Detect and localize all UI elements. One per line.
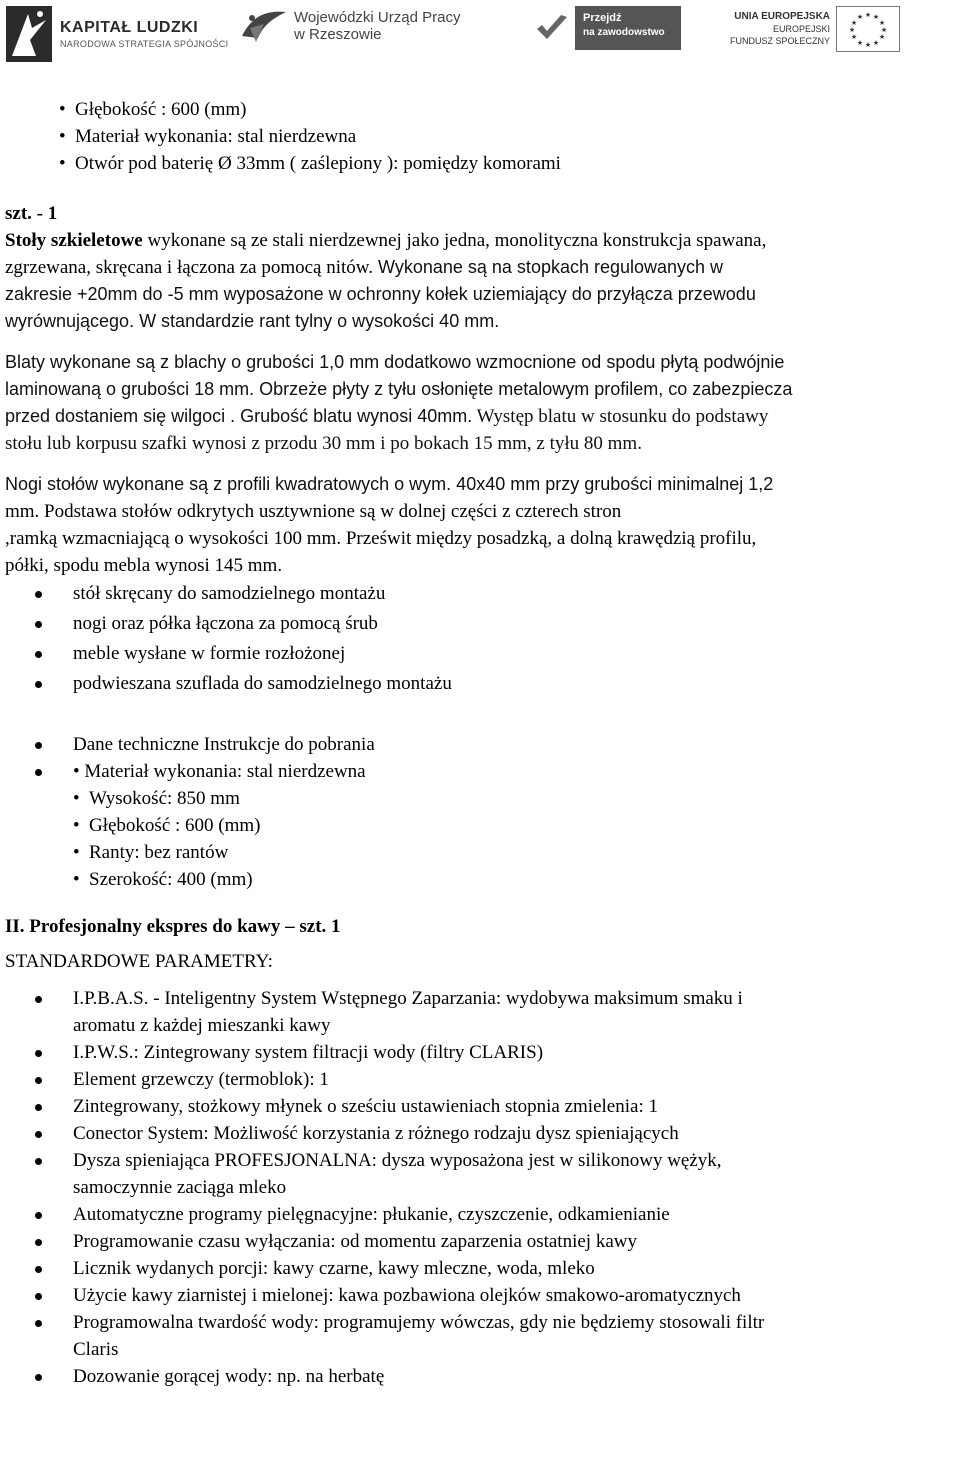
std-params-label: STANDARDOWE PARAMETRY: — [5, 951, 273, 972]
paragraph-legs: Nogi stołów wykonane są z profili kwadratowych o wym. 40x40 mm przy grubości minimalnej 1,2 mm. Podstawa stołów odkrytych usztywnione są w dolnej części z czterech stron ,ramką wzmacniającą o wysokości 100 mm. Prześwit między posadzką, a dolną krawędzią profilu, półki, spodu mebla wynosi 145 mm. — [5, 474, 774, 576]
list-item: Automatyczne programy pielęgnacyjne: płukanie, czyszczenie, odkamienianie — [5, 1201, 955, 1228]
bullet-dot-icon — [35, 591, 42, 598]
list-item: Dozowanie gorącej wody: np. na herbatę — [5, 1363, 955, 1390]
list-item: Conector System: Możliwość korzystania z różnego rodzaju dysz spieniających — [5, 1120, 955, 1147]
bullet-dot-icon — [35, 1050, 42, 1057]
svg-text:★: ★ — [850, 33, 858, 41]
svg-text:★: ★ — [864, 11, 872, 19]
svg-text:★: ★ — [880, 26, 888, 34]
svg-text:★: ★ — [872, 13, 880, 21]
list-item: • Głębokość : 600 (mm) — [73, 812, 955, 839]
list-item: Dysza spieniająca PROFESJONALNA: dysza wyposażona jest w silikonowy wężyk, — [5, 1147, 955, 1174]
kapital-ludzki-logo — [6, 6, 228, 62]
kapital-ludzki-emblem-icon — [6, 6, 52, 62]
bullet-dot-icon — [35, 1212, 42, 1219]
svg-text:★: ★ — [864, 41, 872, 49]
list-item: I.P.W.S.: Zintegrowany system filtracji wody (filtry CLARIS) — [5, 1039, 955, 1066]
bullet-dot-icon — [35, 621, 42, 628]
tech-data-sublist — [5, 785, 955, 893]
bullet-dot-icon — [35, 996, 42, 1003]
list-item: Użycie kawy ziarnistej i mielonej: kawa pozbawiona olejków smakowo-aromatycznych — [5, 1282, 955, 1309]
svg-text:★: ★ — [856, 39, 864, 47]
page-header — [0, 0, 960, 70]
assembly-list — [5, 579, 955, 699]
bullet-dot-icon — [35, 1266, 42, 1273]
list-item: • Głębokość : 600 (mm) — [75, 96, 955, 123]
list-item: Programowalna twardość wody: programujemy wówczas, gdy nie będziemy stosowali filtr — [5, 1309, 955, 1336]
list-item: Element grzewczy (termoblok): 1 — [5, 1066, 955, 1093]
kapital-ludzki-subtitle: NARODOWA STRATEGIA SPÓJNOŚCI — [60, 39, 229, 49]
list-item: Zintegrowany, stożkowy młynek o sześciu ustawieniach stopnia zmielenia: 1 — [5, 1093, 955, 1120]
list-item: • Ranty: bez rantów — [73, 839, 955, 866]
ue-line3: FUNDUSZ SPOŁECZNY — [730, 36, 831, 46]
eu-flag-icon — [836, 6, 900, 52]
list-item: podwieszana szuflada do samodzielnego montażu — [5, 669, 955, 699]
bullet-dot-icon — [35, 1158, 42, 1165]
list-item: • Szerokość: 400 (mm) — [73, 866, 955, 893]
svg-text:★: ★ — [878, 19, 886, 27]
list-item-continuation: samoczynnie zaciąga mleko — [73, 1177, 287, 1198]
list-item: • Materiał wykonania: stal nierdzewna — [5, 758, 955, 785]
wup-bird-icon — [240, 6, 288, 46]
bullet-dot-icon — [35, 1293, 42, 1300]
bullet-dot-icon — [35, 1104, 42, 1111]
paragraph-tables: Stoły szkieletowe wykonane są ze stali nierdzewnej jako jedna, monolityczna konstrukcja spawana, zgrzewana, skręcana i łączona za pomocą nitów. Wykonane są na stopkach regulowanych w zakresie +20mm do -5 mm wyposażone w ochronny kołek uziemiający do przyłącza przewodu wyrównującego. W standardzie rant tylny o wysokości 40 mm. — [5, 230, 767, 331]
wup-line1: Wojewódzki Urząd Pracy — [294, 9, 461, 26]
wup-logo — [240, 6, 460, 46]
list-item: Programowanie czasu wyłączania: od momentu zaparzenia ostatniej kawy — [5, 1228, 955, 1255]
bullet-dot-icon — [35, 1374, 42, 1381]
bullet-dot-icon — [35, 742, 42, 749]
qty-label: szt. - 1 — [5, 203, 58, 224]
paragraph-tops: Blaty wykonane są z blachy o grubości 1,0 mm dodatkowo wzmocnione od spodu płytą podwójnie laminowaną o grubości 18 mm. Obrzeże płyty z tyłu osłonięte metalowym profilem, co zabezpiecza przed dostaniem się wilgoci . Grubość blatu wynosi 40mm. Występ blatu w stosunku do podstawy stołu lub korpusu szafki wynosi z przodu 30 mm i po bokach 15 mm, z tyłu 80 mm. — [5, 352, 793, 454]
kapital-ludzki-title: KAPITAŁ LUDZKI — [60, 19, 199, 36]
svg-text:★: ★ — [856, 13, 864, 21]
bullet-dot-icon — [35, 769, 42, 776]
list-item: • Wysokość: 850 mm — [73, 785, 955, 812]
svg-text:★: ★ — [878, 33, 886, 41]
list-item: stół skręcany do samodzielnego montażu — [5, 579, 955, 609]
tech-data-list — [5, 731, 955, 785]
bullet-dot-icon — [35, 1320, 42, 1327]
list-item: Licznik wydanych porcji: kawy czarne, kawy mleczne, woda, mleko — [5, 1255, 955, 1282]
list-item-continuation: Claris — [73, 1339, 119, 1360]
przejdz-line1: Przejdź — [583, 12, 622, 24]
list-item: • Materiał wykonania: stal nierdzewna — [75, 123, 955, 150]
bullet-dot-icon — [35, 651, 42, 658]
tables-bold-lead: Stoły szkieletowe — [5, 230, 143, 251]
svg-text:★: ★ — [872, 39, 880, 47]
bullet-dot-icon — [35, 1131, 42, 1138]
przejdz-line2: na zawodowstwo — [583, 27, 665, 38]
bullet-dot-icon — [35, 681, 42, 688]
przejdz-logo — [535, 6, 681, 50]
document-body — [5, 96, 955, 1390]
list-item: meble wysłane w formie rozłożonej — [5, 639, 955, 669]
list-item: • Otwór pod baterię Ø 33mm ( zaślepiony ): pomiędzy komorami — [75, 150, 955, 177]
ue-line1: UNIA EUROPEJSKA — [734, 11, 831, 22]
bullet-dot-icon — [35, 1077, 42, 1084]
svg-text:★: ★ — [850, 19, 858, 27]
przejdz-check-icon — [535, 13, 569, 43]
list-item: nogi oraz półka łączona za pomocą śrub — [5, 609, 955, 639]
params-list — [5, 985, 955, 1390]
list-item: Dane techniczne Instrukcje do pobrania — [5, 731, 955, 758]
svg-text:★: ★ — [848, 26, 856, 34]
ue-line2: EUROPEJSKI — [773, 24, 831, 34]
list-item-continuation: aromatu z każdej mieszanki kawy — [73, 1015, 331, 1036]
top-bullet-list — [5, 96, 955, 177]
list-item: I.P.B.A.S. - Inteligentny System Wstępnego Zaparzania: wydobywa maksimum smaku i — [5, 985, 955, 1012]
ue-logo — [730, 6, 900, 52]
wup-line2: w Rzeszowie — [294, 26, 382, 43]
bullet-dot-icon — [35, 1239, 42, 1246]
section2-title: II. Profesjonalny ekspres do kawy – szt. 1 — [5, 916, 341, 937]
